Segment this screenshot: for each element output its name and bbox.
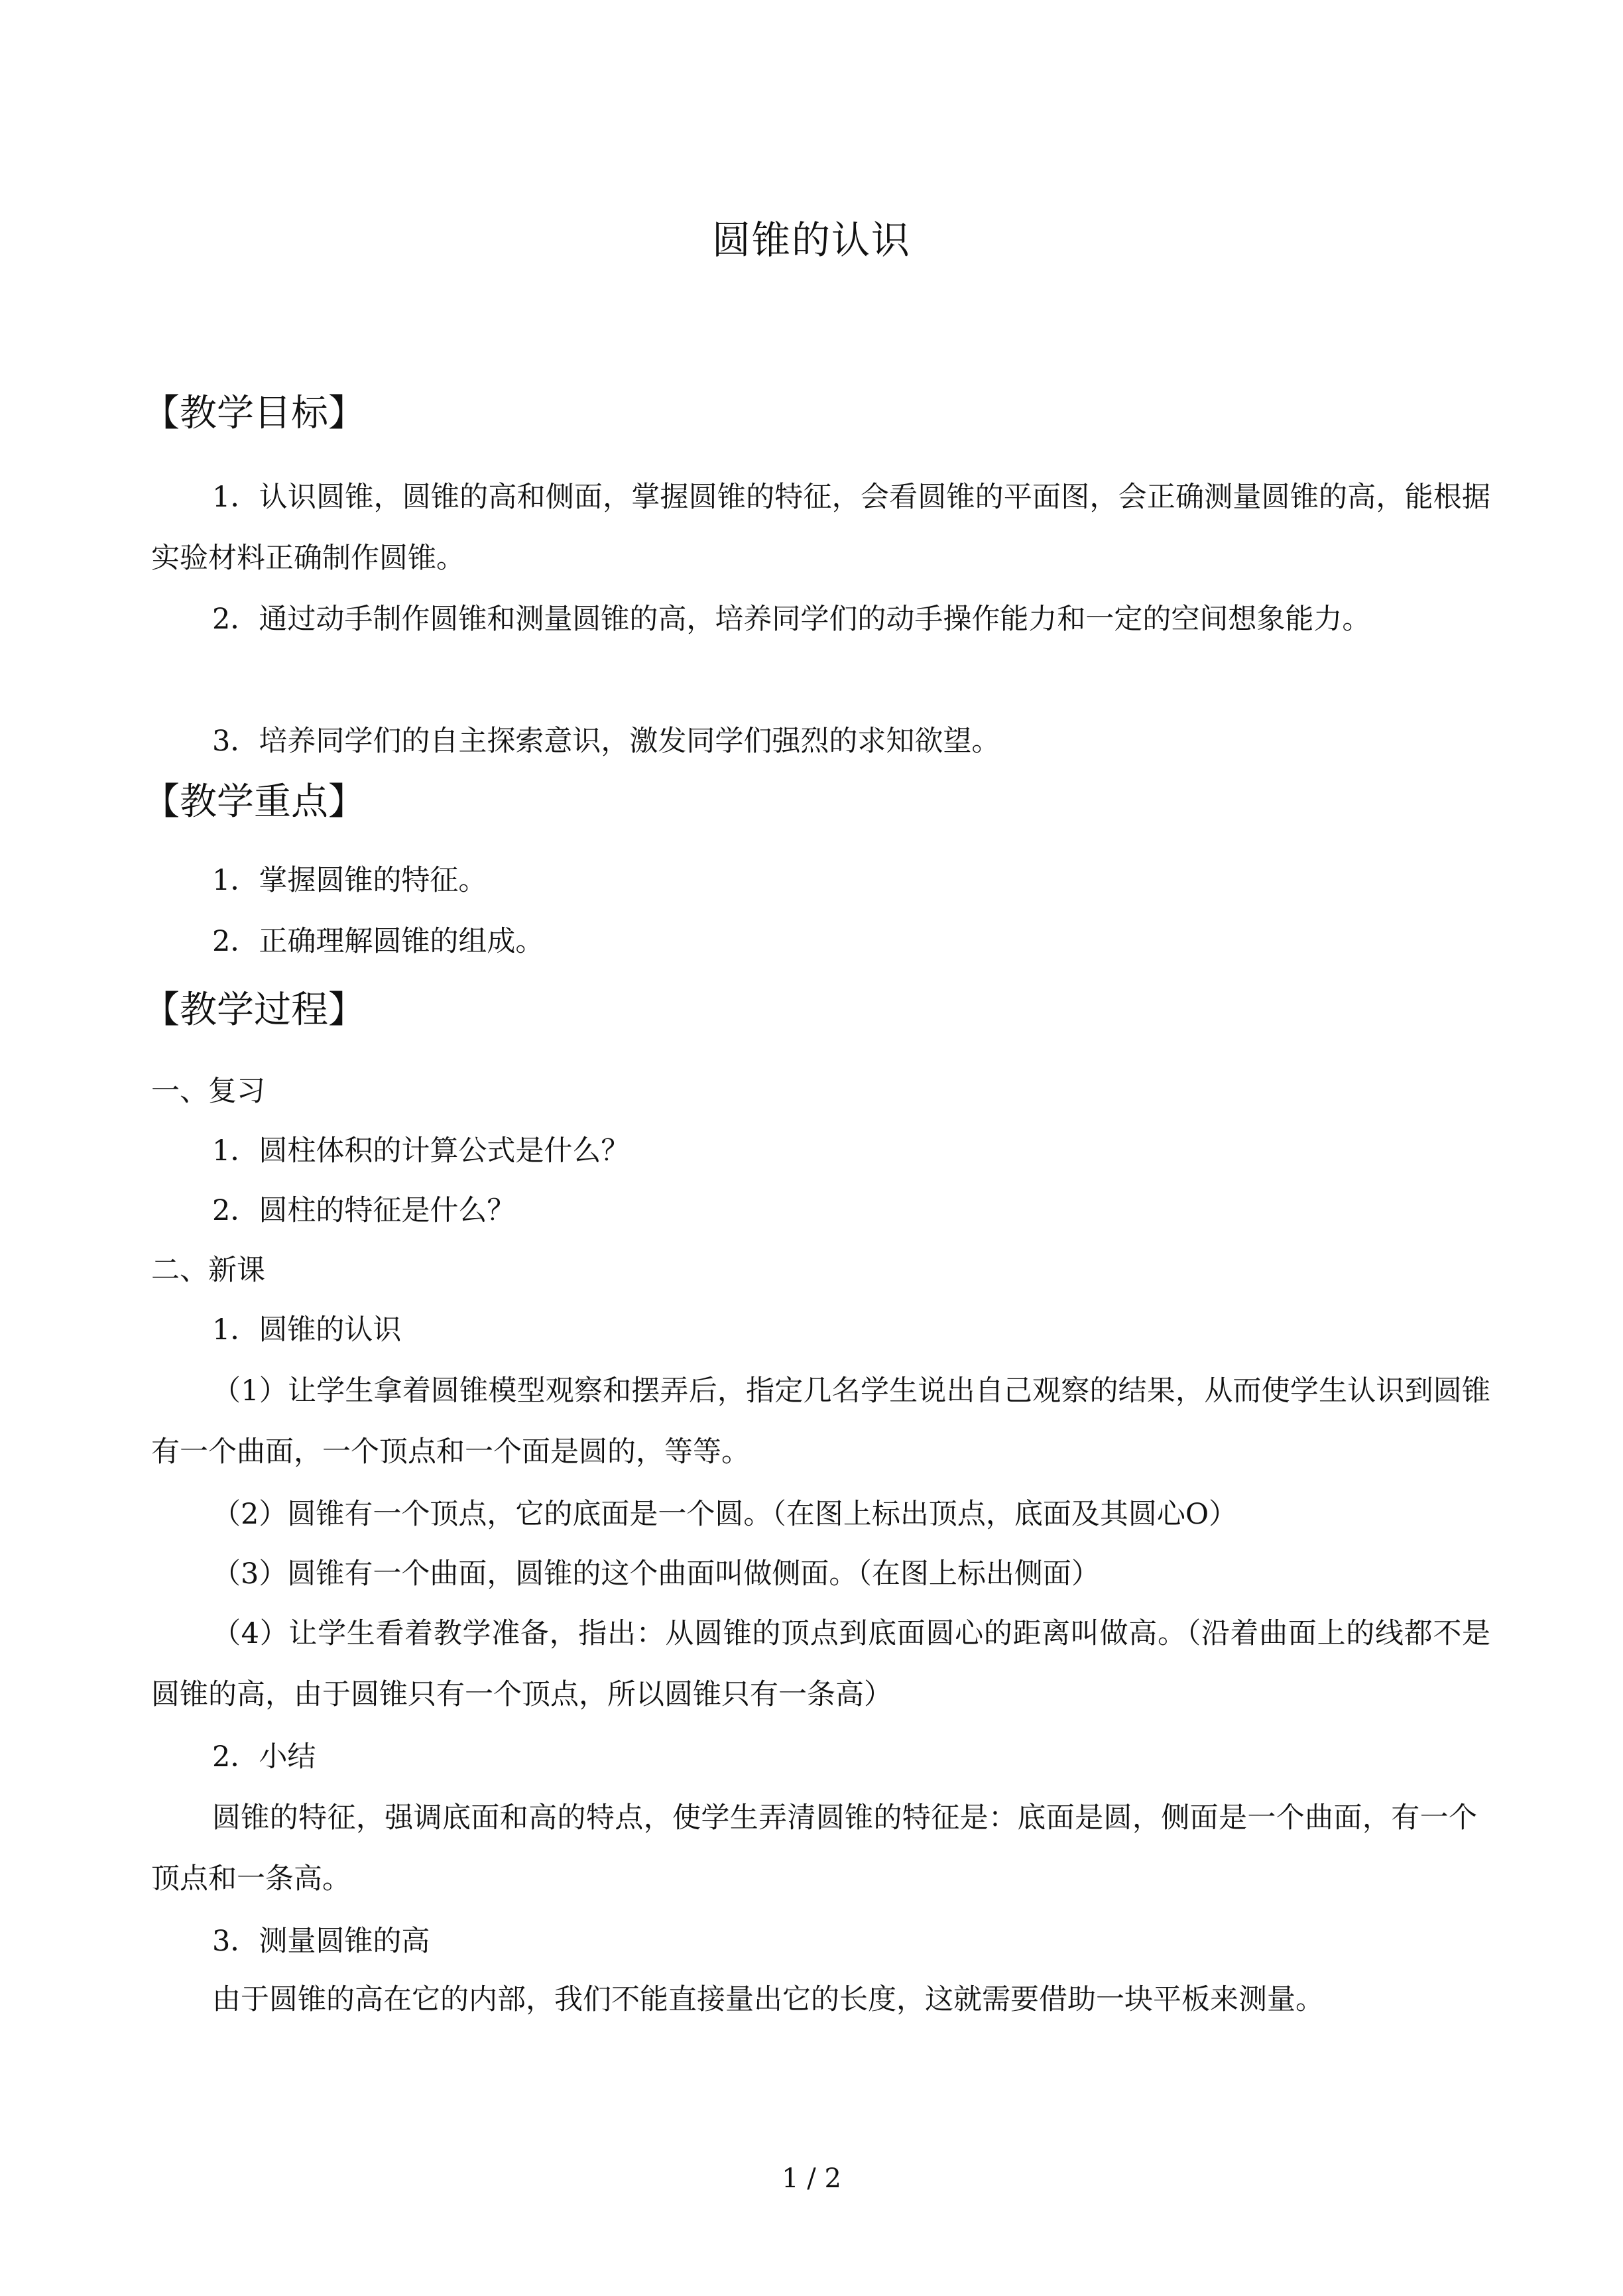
page-title: 圆锥的认识 (711, 217, 911, 263)
sub2-heading: 2．小结 (212, 1740, 316, 1774)
objectives-heading: 【教学目标】 (143, 392, 365, 435)
sub2-text: 圆锥的特征，强调底面和高的特点，使学生弄清圆锥的特征是：底面是圆，侧面是一个曲面，有一个顶点和一条高。 (151, 1801, 1477, 1896)
review-item-2: 2．圆柱的特征是什么？ (212, 1194, 516, 1227)
sub1-item-4: （4）让学生看着教学准备，指出：从圆锥的顶点到底面圆心的距离叫做高。（沿着曲面上的线都不是圆锥的高，由于圆锥只有一个顶点，所以圆锥只有一条高） (151, 1617, 1490, 1711)
objective-item-3: 3．培养同学们的自主探索意识，激发同学们强烈的求知欲望。 (212, 725, 1000, 758)
review-item-1: 1．圆柱体积的计算公式是什么？ (212, 1134, 630, 1168)
process-heading: 【教学过程】 (143, 989, 365, 1032)
sub3-heading: 3．测量圆锥的高 (212, 1925, 430, 1958)
review-heading: 一、复习 (151, 1075, 265, 1108)
sub1-heading: 1．圆锥的认识 (212, 1313, 402, 1347)
key-point-item-2: 2．正确理解圆锥的组成。 (212, 925, 544, 958)
new-lesson-heading: 二、新课 (151, 1254, 265, 1287)
sub1-item-1: （1）让学生拿着圆锥模型观察和摆弄后，指定几名学生说出自己观察的结果，从而使学生认识到圆锥有一个曲面，一个顶点和一个面是圆的，等等。 (151, 1374, 1490, 1469)
sub3-text: 由于圆锥的高在它的内部，我们不能直接量出它的长度，这就需要借助一块平板来测量。 (212, 1983, 1324, 2016)
sub1-item-3: （3）圆锥有一个曲面，圆锥的这个曲面叫做侧面。（在图上标出侧面） (212, 1557, 1100, 1591)
page-number: 1 / 2 (782, 2163, 841, 2194)
key-point-item-1: 1．掌握圆锥的特征。 (212, 864, 487, 897)
key-points-heading: 【教学重点】 (143, 780, 365, 823)
sub1-item-2: （2）圆锥有一个顶点，它的底面是一个圆。（在图上标出顶点，底面及其圆心O） (212, 1498, 1238, 1531)
objective-item-2: 2．通过动手制作圆锥和测量圆锥的高，培养同学们的动手操作能力和一定的空间想象能力。 (212, 603, 1371, 636)
objective-item-1: 1．认识圆锥，圆锥的高和侧面，掌握圆锥的特征，会看圆锥的平面图，会正确测量圆锥的高，能根据实验材料正确制作圆锥。 (151, 481, 1490, 575)
